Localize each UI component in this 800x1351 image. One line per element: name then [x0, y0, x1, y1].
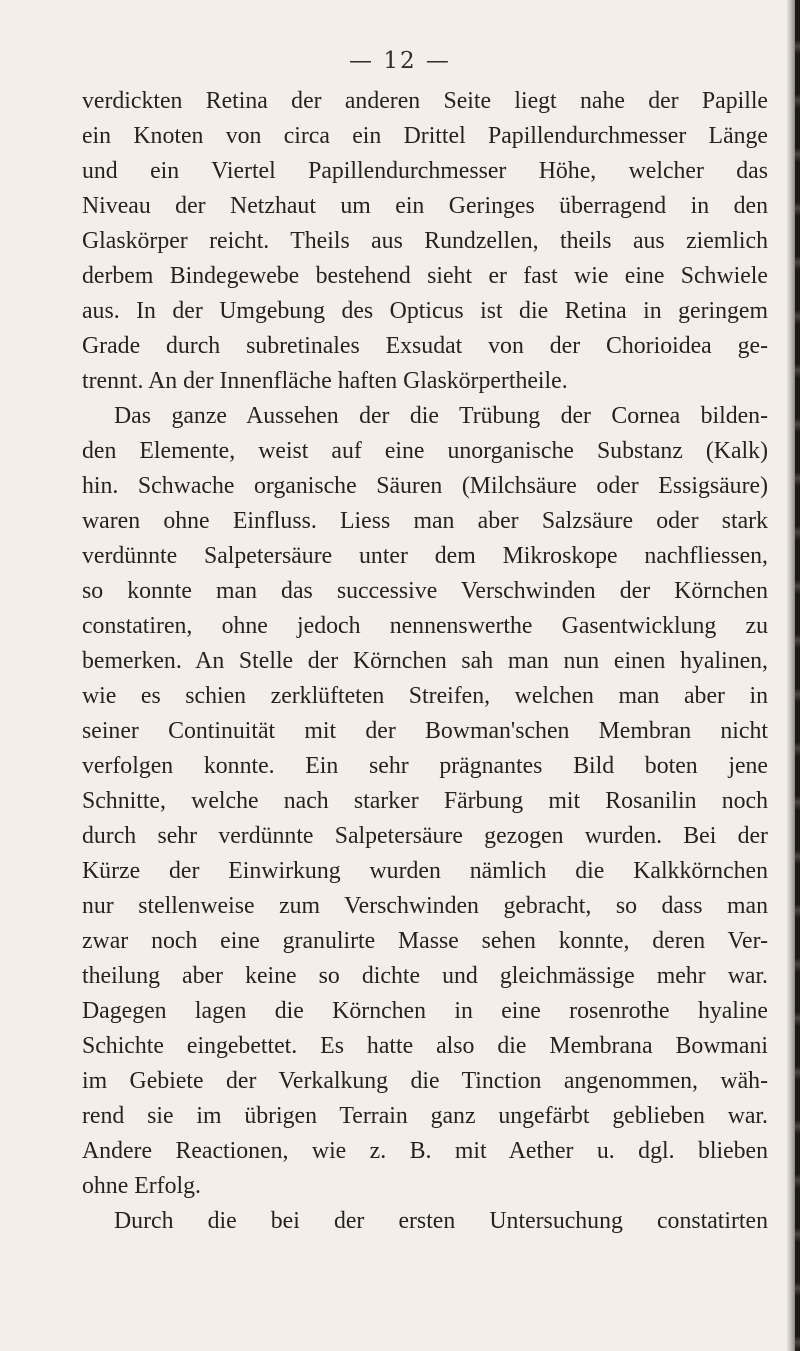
text-line: so konnte man das successive Verschwinden der Körnchen [82, 578, 768, 604]
text-line: den Elemente, weist auf eine unorganische Substanz (Kalk) [82, 438, 768, 464]
page-number: — 12 — [349, 48, 451, 74]
text-line: derbem Bindegewebe bestehend sieht er fast wie eine Schwiele [82, 263, 768, 289]
text-line: Das ganze Aussehen der die Trübung der Cornea bilden- [114, 403, 768, 429]
text-line: Niveau der Netzhaut um ein Geringes überragend in den [82, 193, 768, 219]
text-line: theilung aber keine so dichte und gleichmässige mehr war. [82, 963, 768, 989]
text-line: trennt. An der Innenfläche haften Glaskörpertheile. [82, 368, 568, 394]
text-line: Durch die bei der ersten Untersuchung constatirten [114, 1208, 768, 1234]
text-line: Grade durch subretinales Exsudat von der Chorioidea ge- [82, 333, 768, 359]
text-line: Glaskörper reicht. Theils aus Rundzellen, theils aus ziemlich [82, 228, 768, 254]
text-line: waren ohne Einfluss. Liess man aber Salzsäure oder stark [82, 508, 768, 534]
text-line: aus. In der Umgebung des Opticus ist die Retina in geringem [82, 298, 768, 324]
text-line: wie es schien zerklüfteten Streifen, welchen man aber in [82, 683, 768, 709]
text-line: verdünnte Salpetersäure unter dem Mikroskope nachfliessen, [82, 543, 768, 569]
text-line: rend sie im übrigen Terrain ganz ungefärbt geblieben war. [82, 1103, 768, 1129]
body-text [82, 84, 768, 1239]
text-line: Schichte eingebettet. Es hatte also die Membrana Bowmani [82, 1033, 768, 1059]
text-line: Kürze der Einwirkung wurden nämlich die Kalkkörnchen [82, 858, 768, 884]
page-edge-shadow [786, 0, 800, 1351]
text-line: Dagegen lagen die Körnchen in eine rosenrothe hyaline [82, 998, 768, 1024]
text-line: und ein Viertel Papillendurchmesser Höhe, welcher das [82, 158, 768, 184]
text-line: constatiren, ohne jedoch nennenswerthe Gasentwicklung zu [82, 613, 768, 639]
text-line: bemerken. An Stelle der Körnchen sah man nun einen hyalinen, [82, 648, 768, 674]
text-line: hin. Schwache organische Säuren (Milchsäure oder Essigsäure) [82, 473, 768, 499]
text-line: seiner Continuität mit der Bowman'schen Membran nicht [82, 718, 768, 744]
text-line: nur stellenweise zum Verschwinden gebracht, so dass man [82, 893, 768, 919]
text-line: Schnitte, welche nach starker Färbung mit Rosanilin noch [82, 788, 768, 814]
text-line: ein Knoten von circa ein Drittel Papillendurchmesser Länge [82, 123, 768, 149]
text-line: durch sehr verdünnte Salpetersäure gezogen wurden. Bei der [82, 823, 768, 849]
text-line: verfolgen konnte. Ein sehr prägnantes Bild boten jene [82, 753, 768, 779]
text-line: verdickten Retina der anderen Seite liegt nahe der Papille [82, 88, 768, 114]
text-line: Andere Reactionen, wie z. B. mit Aether u. dgl. blieben [82, 1138, 768, 1164]
text-line: zwar noch eine granulirte Masse sehen konnte, deren Ver- [82, 928, 768, 954]
text-line: ohne Erfolg. [82, 1173, 201, 1199]
text-line: im Gebiete der Verkalkung die Tinction angenommen, wäh- [82, 1068, 768, 1094]
